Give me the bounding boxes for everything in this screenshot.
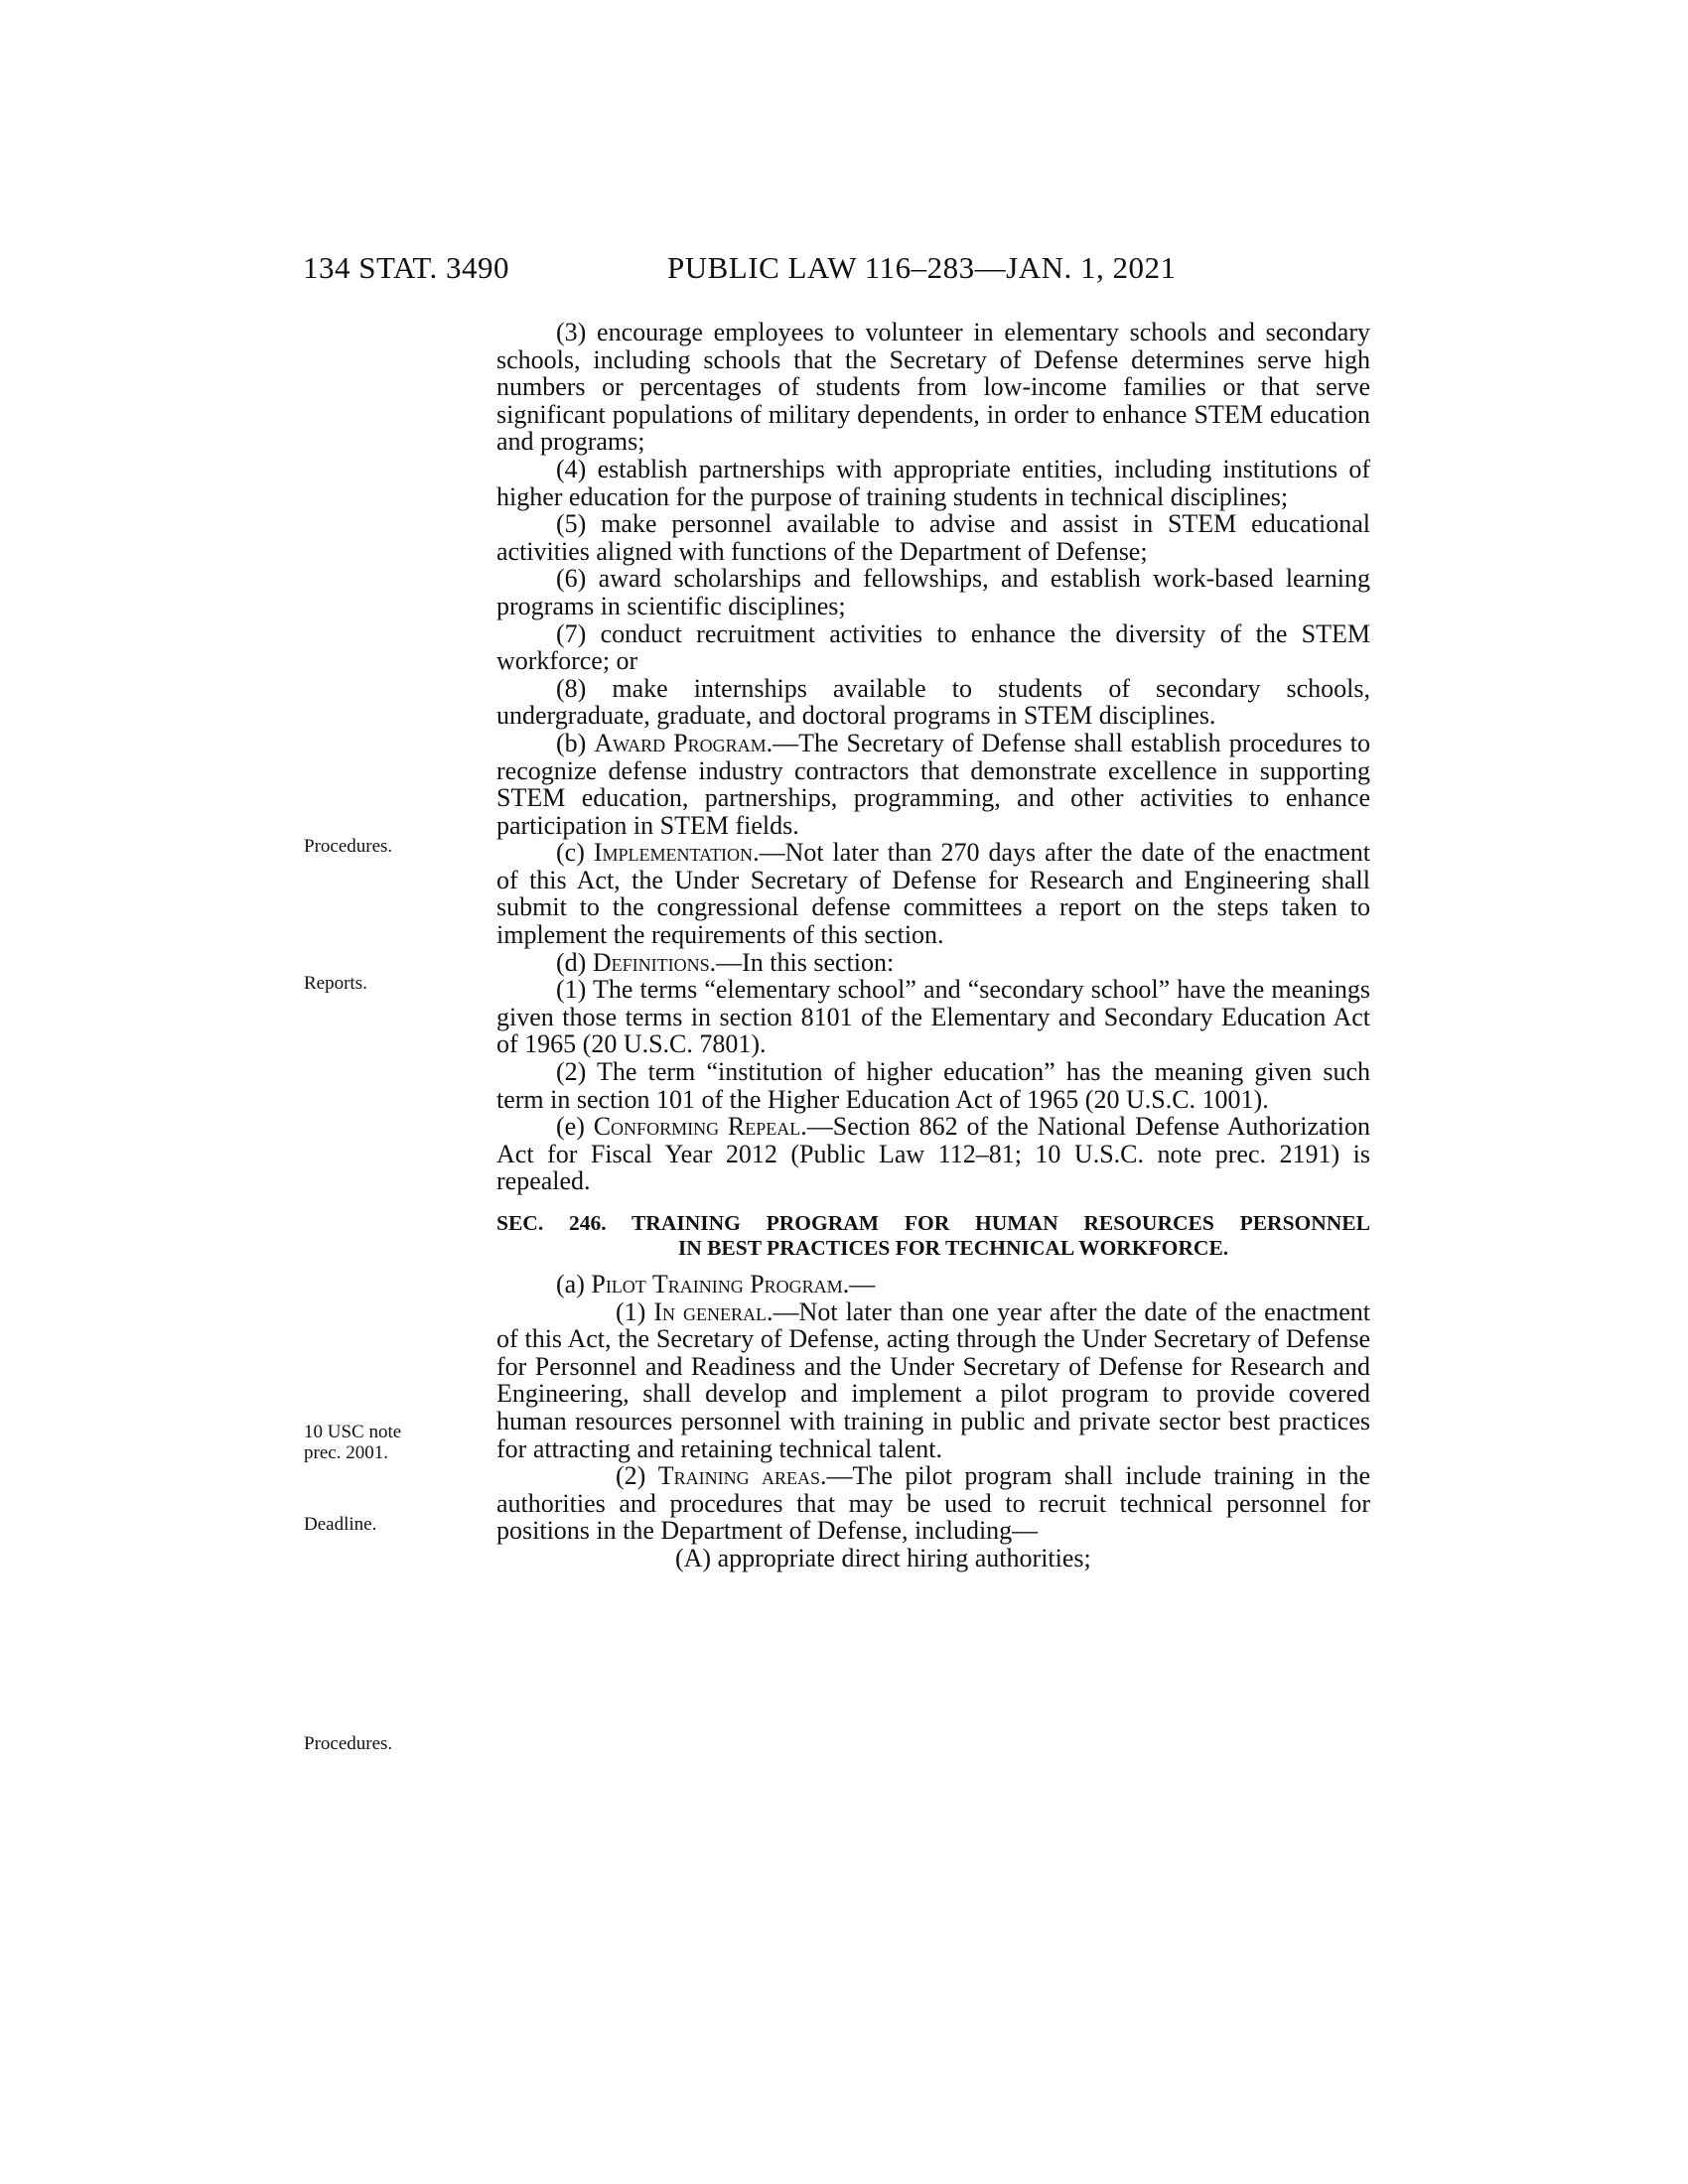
subsection-d bbox=[496, 949, 1370, 977]
subsection-b-label: (b) bbox=[556, 728, 595, 757]
paragraph-a-2-A: (A) appropriate direct hiring authorities; bbox=[675, 1543, 1091, 1572]
statute-page-number: 134 STAT. 3490 bbox=[303, 250, 510, 285]
margin-note-usc-line2: prec. 2001. bbox=[304, 1442, 388, 1463]
subsection-e-label: (e) bbox=[556, 1112, 594, 1142]
paragraph-item-4: (4) establish partnerships with appropriate entities, including institutions of higher education for the purpose of training students in technical disciplines; bbox=[496, 454, 1370, 511]
subsection-c-label: (c) bbox=[556, 838, 594, 868]
section-246-heading bbox=[496, 1211, 1370, 1261]
margin-note-procedures: Procedures. bbox=[304, 836, 393, 857]
margin-note-deadline: Deadline. bbox=[304, 1514, 377, 1535]
margin-note-procedures-2: Procedures. bbox=[304, 1733, 393, 1754]
paragraph-a-1-dash: .— bbox=[767, 1297, 799, 1326]
paragraph-a-1-heading: In general bbox=[653, 1297, 768, 1326]
paragraph-item-6: (6) award scholarships and fellowships, and establish work-based learning programs in scientific disciplines; bbox=[496, 564, 1370, 620]
subsection-a-label: (a) bbox=[556, 1270, 592, 1298]
paragraph-a-1-text: Not later than one year after the date of the enactment of this Act, the Secretary of Defense, acting through the Under Secretary of Defense for Personnel and Readiness and the Under Secretary of Defense for Research and Engineering, shall develop and implement a pilot program to provide covered human resources personnel with training in public and private sector best practices for attracting and retaining technical talent. bbox=[496, 1297, 1371, 1463]
paragraph-a-1 bbox=[496, 1298, 1370, 1463]
margin-note-usc bbox=[304, 1422, 453, 1463]
subsection-a-dash: .— bbox=[842, 1270, 876, 1298]
subsection-e-dash: .— bbox=[800, 1112, 833, 1142]
paragraph-a-2-text: The pilot program shall include training in the authorities and procedures that may be used to recruit technical personnel for positions in the Department of Defense, including— bbox=[496, 1461, 1370, 1546]
paragraph-item-5: (5) make personnel available to advise and assist in STEM educational activities aligned with functions of the Department of Defense; bbox=[496, 509, 1370, 566]
subsection-d-heading: Definitions bbox=[592, 947, 710, 977]
definition-1: (1) The terms “elementary school” and “secondary school” have the meanings given those terms in section 8101 of the Elementary and Secondary Education Act of 1965 (20 U.S.C. 7801). bbox=[496, 975, 1370, 1059]
subsection-c bbox=[496, 839, 1370, 948]
paragraph-a-1-label: (1) bbox=[616, 1297, 654, 1326]
running-header: PUBLIC LAW 116–283—JAN. 1, 2021 bbox=[667, 250, 1177, 285]
subsection-b-dash: .— bbox=[766, 728, 799, 757]
paragraph-a-2 bbox=[496, 1462, 1370, 1545]
subsection-c-text: Not later than 270 days after the date of the enactment of this Act, the Under Secretary of Defense for Research and Engineering shall submit to the congressional defense committees a report on the steps taken to implement the requirements of this section. bbox=[496, 838, 1370, 950]
paragraph-item-8: (8) make internships available to students of secondary schools, undergraduate, graduate, and doctoral programs in STEM disciplines. bbox=[496, 673, 1370, 731]
subsection-c-heading: Implementation bbox=[593, 838, 754, 868]
subsection-c-dash: .— bbox=[753, 838, 785, 868]
subsection-d-label: (d) bbox=[556, 947, 593, 977]
subsection-a bbox=[496, 1271, 1370, 1298]
subsection-e bbox=[496, 1113, 1370, 1195]
paragraph-item-3: (3) encourage employees to volunteer in elementary schools and secondary schools, including schools that the Secretary of Defense determines serve high numbers or percentages of students from low-income families or that serve significant populations of military dependents, in order to enhance STEM education and programs; bbox=[496, 318, 1370, 457]
paragraph-a-2-dash: .— bbox=[820, 1461, 853, 1491]
paragraph-a-2-label: (2) bbox=[616, 1461, 658, 1491]
paragraph-a-2-heading: Training areas bbox=[657, 1461, 821, 1491]
subsection-b-text: The Secretary of Defense shall establish procedures to recognize defense industry contractors that demonstrate excellence in supporting STEM education, partnerships, programming, and other activities to enhance participation in STEM fields. bbox=[496, 728, 1370, 840]
margin-note-reports: Reports. bbox=[304, 973, 367, 994]
margin-note-usc-line1: 10 USC note bbox=[304, 1422, 402, 1442]
definition-2: (2) The term “institution of higher education” has the meaning given such term in section 101 of the Higher Education Act of 1965 (20 U.S.C. 1001). bbox=[496, 1057, 1370, 1114]
section-246-heading-line2: IN BEST PRACTICES FOR TECHNICAL WORKFORCE. bbox=[677, 1236, 1229, 1260]
subsection-d-dash: .— bbox=[709, 947, 743, 977]
section-246-heading-line1: SEC. 246. TRAINING PROGRAM FOR HUMAN RESOURCES PERSONNEL bbox=[496, 1211, 1370, 1235]
paragraph-item-7: (7) conduct recruitment activities to enhance the diversity of the STEM workforce; or bbox=[496, 618, 1370, 676]
subsection-e-text: Section 862 of the National Defense Authorization Act for Fiscal Year 2012 (Public Law 112–81; 10 U.S.C. note prec. 2191) is repealed. bbox=[496, 1112, 1370, 1196]
body-text bbox=[496, 319, 1370, 1572]
subsection-a-heading: Pilot Training Program bbox=[591, 1270, 843, 1298]
subsection-b bbox=[496, 730, 1370, 839]
subsection-b-heading: Award Program bbox=[594, 728, 767, 757]
subsection-d-text: In this section: bbox=[742, 947, 895, 977]
subsection-e-heading: Conforming Repeal bbox=[593, 1112, 801, 1142]
